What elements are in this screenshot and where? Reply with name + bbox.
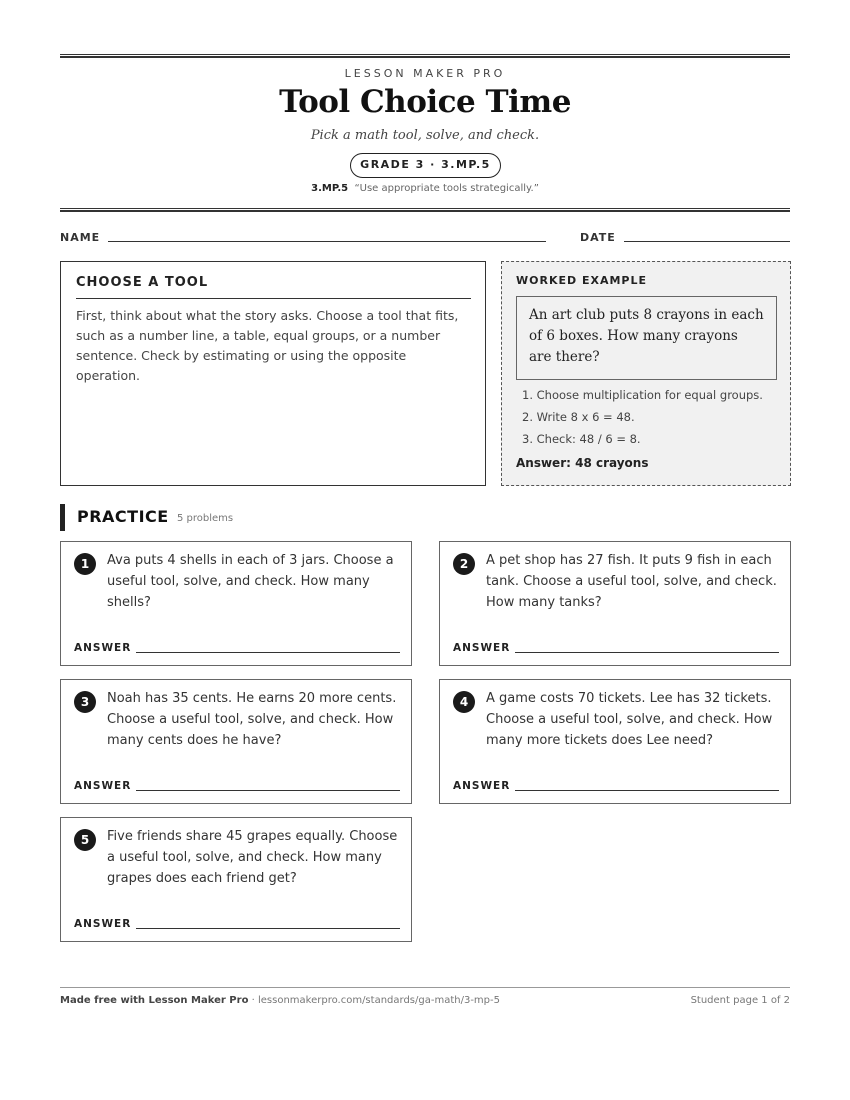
brand-name: LESSON MAKER PRO	[344, 67, 506, 80]
header-top-rule	[60, 54, 790, 58]
worked-example-title: WORKED EXAMPLE	[516, 274, 647, 287]
problem-text: Noah has 35 cents. He earns 20 more cents. Choose a useful tool, solve, and check. How many cents does he have?	[107, 691, 397, 748]
worked-example-answer: Answer: 48 crayons	[516, 456, 649, 470]
problem-text: Ava puts 4 shells in each of 3 jars. Choose a useful tool, solve, and check. How many shells?	[107, 553, 394, 610]
problem-number: 2	[453, 553, 475, 575]
footer-rule	[60, 987, 790, 988]
problem-number: 5	[74, 829, 96, 851]
problem-text: A pet shop has 27 fish. It puts 9 fish in each tank. Choose a useful tool, solve, and check. How many tanks?	[486, 553, 777, 610]
answer-label: ANSWER	[453, 642, 511, 654]
footer-credit	[60, 995, 500, 1006]
answer-field[interactable]	[515, 790, 779, 791]
problem-number: 4	[453, 691, 475, 713]
problem-text: A game costs 70 tickets. Lee has 32 tickets. Choose a useful tool, solve, and check. How many more tickets does Lee need?	[486, 691, 773, 748]
worked-example-step: 3. Check: 48 / 6 = 8.	[522, 432, 641, 446]
answer-label: ANSWER	[74, 918, 132, 930]
answer-field[interactable]	[136, 928, 400, 929]
standard-quote: “Use appropriate tools strategically.”	[354, 183, 539, 194]
choose-tool-text: First, think about what the story asks. Choose a tool that fits, such as a number line, a table, equal groups, or a number sentence. Check by estimating or using the opposite operation.	[76, 308, 459, 383]
problem-text: Five friends share 45 grapes equally. Choose a useful tool, solve, and check. How many grapes does each friend get?	[107, 829, 398, 886]
standard-line	[0, 183, 850, 194]
grade-badge: GRADE 3 · 3.MP.5	[350, 153, 501, 178]
problem-number: 3	[74, 691, 96, 713]
practice-count: 5 problems	[177, 513, 234, 524]
problem-number: 1	[74, 553, 96, 575]
answer-label: ANSWER	[74, 780, 132, 792]
worksheet-title: Tool Choice Time	[279, 84, 571, 120]
worked-example-step: 2. Write 8 x 6 = 48.	[522, 410, 635, 424]
answer-label: ANSWER	[453, 780, 511, 792]
date-label: DATE	[580, 231, 616, 244]
footer-page-number: Student page 1 of 2	[690, 995, 790, 1006]
problem-card	[60, 817, 412, 942]
problem-card	[60, 679, 412, 804]
worked-example-box	[501, 261, 791, 486]
worked-example-step: 1. Choose multiplication for equal groups.	[522, 388, 763, 402]
choose-tool-divider	[76, 298, 471, 299]
worksheet-subtitle: Pick a math tool, solve, and check.	[310, 128, 540, 143]
answer-label: ANSWER	[74, 642, 132, 654]
answer-field[interactable]	[515, 652, 779, 653]
worked-example-problem: An art club puts 8 crayons in each of 6 boxes. How many crayons are there?	[516, 296, 777, 380]
choose-tool-box	[60, 261, 486, 486]
header-bottom-rule	[60, 208, 790, 212]
practice-accent-bar	[60, 504, 65, 531]
name-field[interactable]	[108, 241, 546, 242]
problem-card	[60, 541, 412, 666]
problem-card	[439, 679, 791, 804]
standard-code: 3.MP.5	[311, 183, 349, 194]
choose-tool-title: CHOOSE A TOOL	[76, 275, 209, 290]
date-field[interactable]	[624, 241, 790, 242]
practice-title: PRACTICE	[77, 507, 169, 526]
answer-field[interactable]	[136, 652, 400, 653]
name-label: NAME	[60, 231, 101, 244]
problem-card	[439, 541, 791, 666]
footer-url[interactable]: · lessonmakerpro.com/standards/ga-math/3-mp-5	[248, 995, 500, 1006]
footer-made-with: Made free with Lesson Maker Pro	[60, 995, 249, 1006]
answer-field[interactable]	[136, 790, 400, 791]
